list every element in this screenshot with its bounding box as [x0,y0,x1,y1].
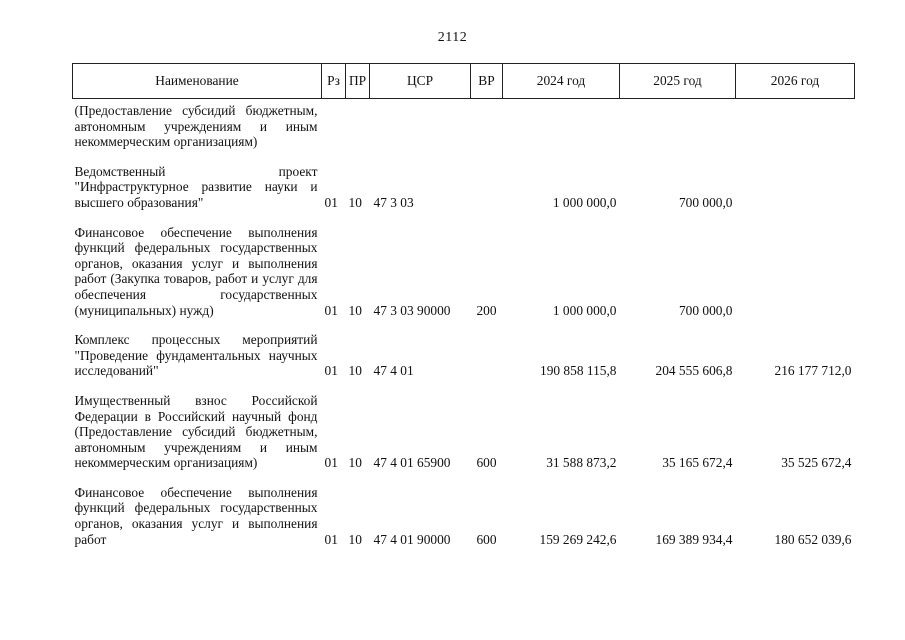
row-pr [346,99,370,150]
row-2024: 1 000 000,0 [552,194,617,210]
row-name: Ведомственный проект "Инфраструктурное развитие науки и высшего образования" [74,163,318,210]
table-row [73,225,855,319]
table-header-row [73,64,855,99]
row-csr: 47 3 03 90000 [373,302,451,318]
row-rz: 01 [324,455,338,471]
row-rz: 01 [324,531,338,547]
row-2026 [736,164,855,211]
header-name: Наименование [73,64,322,99]
row-2026: 180 652 039,6 [774,531,852,547]
row-vr [471,332,503,379]
row-vr [471,99,503,150]
page-number: 2112 [437,30,468,45]
row-name: Финансовое обеспечение выполнения функций федеральных государственных органов, оказания услуг и выполнения работ [74,484,318,547]
row-pr: 10 [348,363,362,379]
row-2025 [620,99,736,150]
header-vr: ВР [471,64,503,99]
table-row [73,164,855,211]
row-rz: 01 [324,302,338,318]
row-csr: 47 4 01 90000 [373,531,451,547]
row-name: (Предоставление субсидий бюджетным, автономным учреждениям и иным некоммерческим организациям) [74,103,318,150]
row-pr: 10 [348,194,362,210]
budget-table [72,63,855,547]
row-vr: 600 [476,531,497,547]
row-2026: 216 177 712,0 [774,363,852,379]
header-2025: 2025 год [620,64,736,99]
table-row [73,393,855,471]
row-2024: 190 858 115,8 [540,363,617,379]
row-rz: 01 [324,363,338,379]
row-2025: 169 389 934,4 [655,531,733,547]
row-name: Комплекс процессных мероприятий "Проведение фундаментальных научных исследований" [74,332,318,379]
row-vr: 200 [476,302,497,318]
row-2025: 700 000,0 [678,194,733,210]
row-2024 [503,99,620,150]
row-2026 [736,99,855,150]
row-csr [370,99,471,150]
row-vr: 600 [476,455,497,471]
row-2026 [736,225,855,319]
header-2024: 2024 год [503,64,620,99]
row-2025: 700 000,0 [678,302,733,318]
header-2026: 2026 год [736,64,855,99]
row-pr: 10 [348,455,362,471]
row-2025: 35 165 672,4 [662,455,733,471]
row-csr: 47 4 01 65900 [373,455,451,471]
row-2025: 204 555 606,8 [655,363,733,379]
header-pr: ПР [346,64,370,99]
row-csr: 47 4 01 [373,363,414,379]
row-name: Имущественный взнос Российской Федерации в Российский научный фонд (Предоставление субсидий бюджетным, автономным учреждениям и иным некоммерческим организациям) [74,392,318,471]
header-csr: ЦСР [370,64,471,99]
row-rz: 01 [324,194,338,210]
table-row [73,99,855,150]
row-csr: 47 3 03 [373,194,414,210]
row-2024: 1 000 000,0 [552,302,617,318]
row-2026: 35 525 672,4 [781,455,852,471]
row-2024: 159 269 242,6 [539,531,617,547]
row-name: Финансовое обеспечение выполнения функций федеральных государственных органов, оказания услуг и выполнения работ (Закупка товаров, работ и услуг для обеспечения государственных (муниципальных) нужд) [74,224,318,318]
row-vr [471,164,503,211]
row-pr: 10 [348,302,362,318]
row-2024: 31 588 873,2 [546,455,617,471]
header-rz: Рз [322,64,346,99]
table-row [73,485,855,547]
row-pr: 10 [348,531,362,547]
table-row [73,332,855,379]
row-rz [322,99,346,150]
